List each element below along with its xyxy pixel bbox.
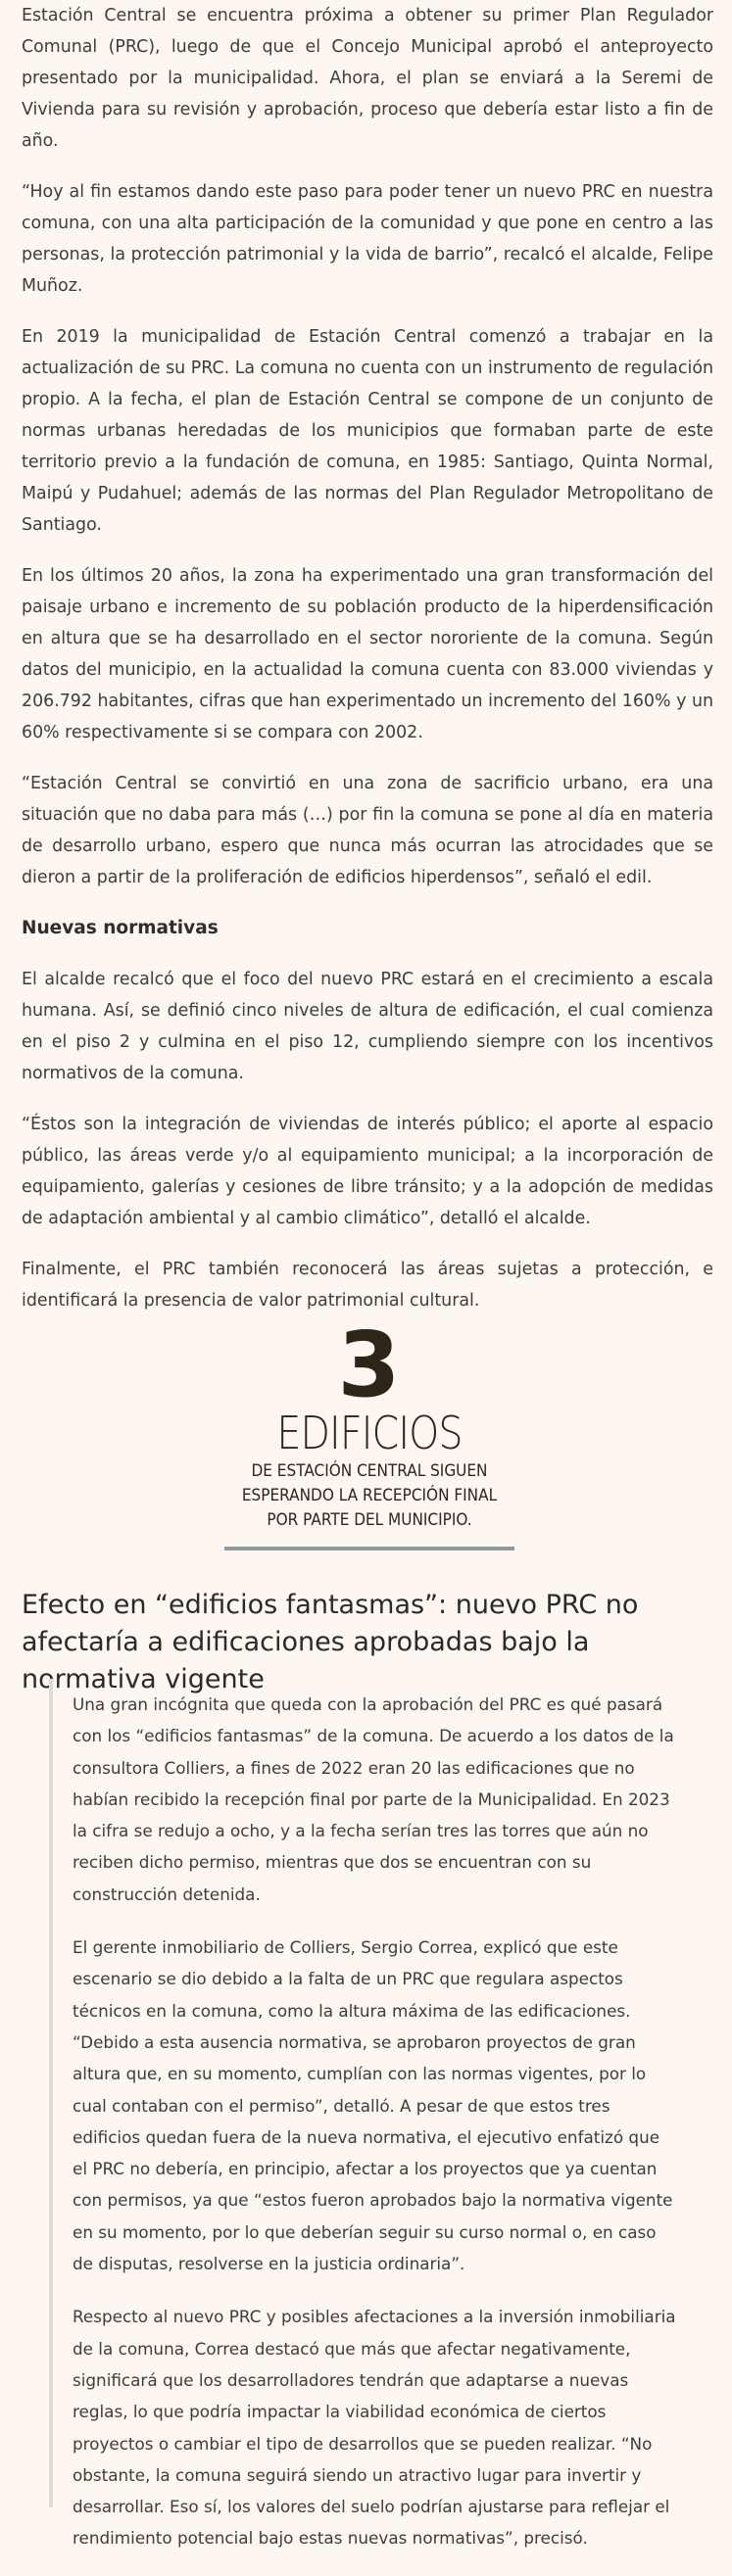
quote-paragraph: Respecto al nuevo PRC y posibles afectaciones a la inversión inmobiliaria de la comuna, Correa destacó que más que afectar negativamente, significará que los desarrolladores tendrán que adaptarse a nuevas reglas, lo que podría impactar la viabilidad económica de ciertos proyectos o cambiar el tipo de desarrollos que se pueden realizar. “No obstante, la comuna seguirá siendo un atractivo lugar para invertir y desarrollar. Eso sí, los valores del suelo podrían ajustarse para reflejar el rendimiento potencial bajo estas nuevas normativas”, precisó. [73, 2307, 676, 2549]
quote-paragraph: Una gran incógnita que queda con la aprobación del PRC es qué pasará con los “edificios fantasmas” de la comuna. De acuerdo a los datos de la consultora Colliers, a fines de 2022 eran 20 las edificaciones que no habían recibido la recepción final por parte de la Municipalidad. En 2023 la cifra se redujo a ocho, y a la fecha serían tres las torres que aún no reciben dicho permiso, mientras que dos se encuentran con su construcción detenida. [73, 1694, 674, 1904]
quote-paragraph: El gerente inmobiliario de Colliers, Sergio Correa, explicó que este escenario se dio debido a la falta de un PRC que regulara aspectos técnicos en la comuna, como la altura máxima de las edificaciones. “Debido a esta ausencia normativa, se aprobaron proyectos de gran altura que, en su momento, cumplían con las normas vigentes, por lo cual contaban con el permiso”, detalló. A pesar de que estos tres edificios quedan fuera de la nueva normativa, el ejecutivo enfatizó que el PRC no debería, en principio, afectar a los proyectos que ya cuentan con permisos, ya que “estos fueron aprobados bajo la normativa vigente en su momento, por lo que deberían seguir su curso normal o, en caso de disputas, resolverse en la justicia ordinaria”. [73, 1937, 673, 2274]
section-title: Efecto en “edificios fantasmas”: nuevo PRC no afectaría a edificaciones aprobadas bajo la normativa vigente [22, 1590, 639, 1694]
article-paragraph: “Estación Central se convirtió en una zona de sacrificio urbano, era una situación que no daba para más (…) por fin la comuna se pone al día en materia de desarrollo urbano, espero que nunca más ocurran las atrocidades que se dieron a partir de la proliferación de edificios hiperdensos”, señaló el edil. [22, 774, 713, 887]
stat-highlight [218, 1312, 521, 1550]
article-paragraph: Finalmente, el PRC también reconocerá las áreas sujetas a protección, e identificará la presencia de valor patrimonial cultural. [22, 1260, 713, 1311]
article-paragraph: “Éstos son la integración de viviendas de interés público; el aporte al espacio público, las áreas verde y/o al equipamiento municipal; a la incorporación de equipamiento, galerías y cesiones de libre tránsito; y a la adopción de medidas de adaptación ambiental y al cambio climático”, detalló el alcalde. [22, 1115, 713, 1228]
quote-block [49, 1679, 713, 2549]
article-paragraph: En los últimos 20 años, la zona ha experimentado una gran transformación del paisaje urbano e incremento de su población producto de la hiperdensificación en altura que se ha desarrollado en el sector nororiente de la comuna. Según datos del municipio, en la actualidad la comuna cuenta con 83.000 viviendas y 206.792 habitantes, cifras que han experimentado un incremento del 160% y un 60% respectivamente si se compara con 2002. [22, 566, 713, 742]
article-paragraph: El alcalde recalcó que el foco del nuevo PRC estará en el crecimiento a escala humana. Así, se definió cinco niveles de altura de edificación, el cual comienza en el piso 2 y culmina en el piso 12, cumpliendo siempre con los incentivos normativos de la comuna. [22, 970, 713, 1083]
article-body [22, 0, 713, 1336]
stat-caption-line: POR PARTE DEL MUNICIPIO. [267, 1510, 472, 1530]
stat-caption-line: DE ESTACIÓN CENTRAL SIGUEN [251, 1461, 488, 1481]
stat-caption [233, 1459, 507, 1533]
article-paragraph: “Hoy al fin estamos dando este paso para poder tener un nuevo PRC en nuestra comuna, con una alta participación de la comunidad y que pone en centro a las personas, la protección patrimonial y la vida de barrio”, recalcó el alcalde, Felipe Muñoz. [22, 182, 713, 296]
stat-word: EDIFICIOS [276, 1407, 463, 1459]
stat-caption-line: ESPERANDO LA RECEPCIÓN FINAL [241, 1486, 498, 1505]
article-paragraph: Estación Central se encuentra próxima a obtener su primer Plan Regulador Comunal (PRC), luego de que el Concejo Municipal aprobó el anteproyecto presentado por la municipalidad. Ahora, el plan se enviará a la Seremi de Vivienda para su revisión y aprobación, proceso que debería estar listo a fin de año. [22, 6, 713, 151]
article-paragraph: En 2019 la municipalidad de Estación Central comenzó a trabajar en la actualización de su PRC. La comuna no cuenta con un instrumento de regulación propio. A la fecha, el plan de Estación Central se compone de un conjunto de normas urbanas heredadas de los municipios que formaban parte de este territorio previo a la fundación de comuna, en 1985: Santiago, Quinta Normal, Maipú y Pudahuel; además de las normas del Plan Regulador Metropolitano de Santiago. [22, 327, 713, 535]
section-subheading: Nuevas normativas [22, 918, 219, 938]
stat-divider [224, 1547, 514, 1550]
stat-number: 3 [337, 1312, 402, 1417]
quote-content [73, 1689, 678, 2576]
